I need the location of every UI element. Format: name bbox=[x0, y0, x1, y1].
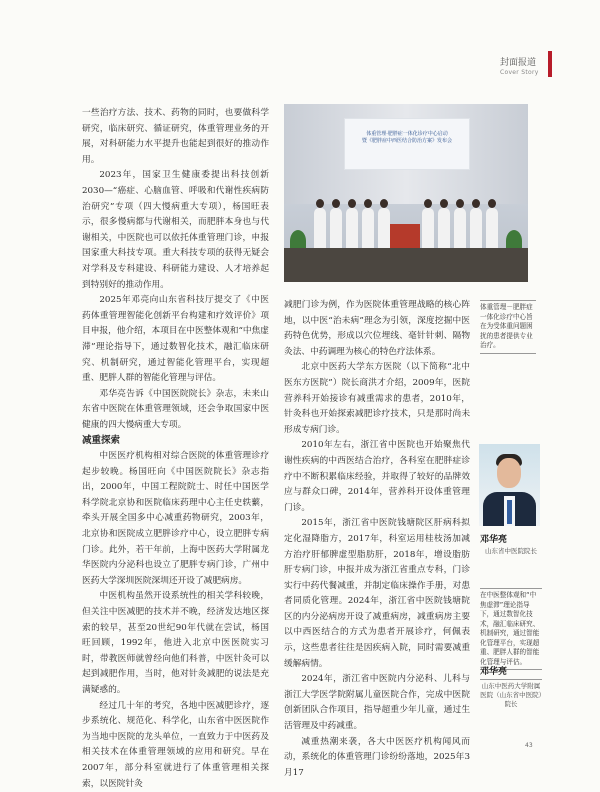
paragraph: 北京中医药大学东方医院（以下简称“北中医东方医院”）院长商洪才介绍，2009年，医院营养科开始接诊有减重需求的患者，2010年，针灸科也开始探索减肥诊疗技术，只是那时尚未形成专病门诊。 bbox=[284, 362, 470, 435]
section-title: 封面报道 bbox=[500, 58, 537, 68]
person-name-block bbox=[480, 532, 542, 556]
quote-caption: 在中医整体观和“中焦虚滞”理论指导下，通过数智化技术，融汇临床研究、机制研究，通过智能化管理平台，实现超重、肥胖人群的智能化管理与评估。 bbox=[480, 588, 542, 670]
photo-table bbox=[284, 248, 528, 282]
person-figure bbox=[314, 208, 326, 252]
photo-podium bbox=[390, 224, 420, 250]
person-figure bbox=[470, 208, 482, 252]
paragraph: 2025年邓亮向山东省科技厅提交了《中医药体重管理智能化创新平台构建和疗效评价》项目申报，他介绍，本项目在中医整体观和“中焦虚滞”理论指导下，通过数智化技术，融汇临床研究、机制研究，通过智能化管理平台，实现超重、肥胖人群的智能化管理与评估。 bbox=[82, 295, 269, 384]
section-header bbox=[500, 58, 539, 78]
text-column-left bbox=[82, 106, 269, 792]
portrait-photo bbox=[479, 444, 540, 526]
person-figure bbox=[454, 208, 466, 252]
person-figure bbox=[346, 208, 358, 252]
page-number: 43 bbox=[525, 742, 533, 749]
person-name-block-bottom bbox=[480, 664, 542, 709]
portrait-head bbox=[497, 458, 521, 488]
person-figure bbox=[378, 208, 390, 252]
person-figure bbox=[362, 208, 374, 252]
text-column-right bbox=[284, 298, 470, 781]
paragraph: 2010年左右，浙江省中医院也开始聚焦代谢性疾病的中西医结合治疗，各科室在肥胖症诊疗中不断积累临床经验，并取得了较好的品牌效应与群众口碑，2014年，营养科开设体重管理门诊。 bbox=[284, 440, 470, 513]
photo-caption: 体重管理－肥胖症一体化诊疗中心旨在为受体重问题困扰的患者提供专业治疗。 bbox=[480, 300, 536, 354]
paragraph: 中医机构虽然开设系统性的相关学科较晚，但关注中医减肥的技术并不晚，经济发达地区探索的较早，甚至20世纪90年代就在尝试，杨国旺回顾，1992年，他进入北京中医医院实习时，带教医师就曾经向他们科普，中医针灸可以起到减肥作用，当时，他对针灸减肥的说法是充满疑惑的。 bbox=[82, 591, 269, 695]
person-name: 邓华亮 bbox=[480, 664, 542, 680]
banner-line: 体重管理·肥胖症一体化诊疗中心启动 bbox=[366, 131, 448, 137]
paragraph: 经过几十年的考究，各地中医减肥诊疗，逐步系统化、规范化、科学化，山东省中医医院作为当地中医院的龙头单位，一直致力于中医药及相关技术在体重管理领域的应用和研究。早在2007年，部分科室就进行了体重管理相关探索，以医院针灸 bbox=[82, 700, 269, 789]
person-figure bbox=[422, 208, 434, 252]
paragraph: 中医医疗机构相对综合医院的体重管理诊疗起步较晚。杨国旺向《中国医院院长》杂志指出，2000年，中国工程院院士、时任中国医学科学院北京协和医院临床药理中心主任史轶蘩，牵头开展全国多中心减重药物研究，2003年，北京协和医院成立肥胖诊疗中心，设立肥胖专病门诊。此外，若干年前，上海中医药大学附属龙华医院内分泌科也设立了肥胖专病门诊，广州中医药大学深圳医院深圳还开设了减肥病房。 bbox=[82, 451, 269, 586]
person-title: 山东省中医院院长 bbox=[485, 547, 537, 555]
person-name: 邓华亮 bbox=[480, 535, 508, 545]
portrait-tie bbox=[507, 500, 512, 524]
section-heading: 减重探索 bbox=[82, 435, 121, 447]
event-photo bbox=[284, 104, 528, 282]
person-figure bbox=[330, 208, 342, 252]
person-figure bbox=[438, 208, 450, 252]
paragraph: 2015年，浙江省中医院钱塘院区肝病科拟定化湿降脂方，2017年，科室运用桂枝汤加减方治疗肝郁脾虚型脂肪肝，2018年，增设脂肪肝专病门诊，申报并成为浙江省重点专科，门诊实行中药代餐减重，并制定临床操作手册，对患者同质化管理。2024年，浙江省中医院钱塘院区的内分泌病房开设了减重病房，减重病房主要以中西医结合的方式为患者开展诊疗，何佩表示，这些患者往往是因疾病入院，同时需要减重缓解病情。 bbox=[284, 518, 470, 669]
paragraph: 一些治疗方法、技术、药物的同时，也要做科学研究，临床研究、循证研究，体重管理业务的开展，对科研能力水平提升也能起到很好的推动作用。 bbox=[82, 108, 269, 165]
paragraph: 2023年，国家卫生健康委提出科技创新2030—“癌症、心脑血管、呼吸和代谢性疾病防治研究”专项（四大慢病重大专项），杨国旺表示，很多慢病都与代谢相关，而肥胖本身也与代谢相关，中医院也可以依托体重管理门诊，申报国家重大科技专项。重大科技专项的获得无疑会对学科及专科建设、科研能力建设、人才培养起到特别好的推动作用。 bbox=[82, 170, 269, 290]
person-figure bbox=[486, 208, 498, 252]
banner-line: 暨《肥胖症中西医结合防治方案》发布会 bbox=[361, 138, 452, 144]
paragraph: 减肥门诊为例，作为医院体重管理战略的核心阵地，以中医“治未病”理念为引领，深度挖掘中医药特色优势，形成以穴位埋线、毫针针刺、隔物灸法、中药调理为核心的特色疗法体系。 bbox=[284, 300, 470, 357]
person-title: 山东中医药大学附属医院（山东省中医院）院长 bbox=[480, 682, 542, 708]
photo-banner bbox=[344, 118, 470, 170]
section-subtitle: Cover Story bbox=[500, 69, 539, 76]
paragraph: 2024年，浙江省中医院内分泌科、儿科与浙江大学医学院附属儿童医院合作，完成中医院创新团队合作项目，指导超重少年儿童，通过生活管理及中药减重。 bbox=[284, 674, 470, 732]
paragraph: 减重热潮来袭，各大中医医疗机构闻风而动，系统化的体重管理门诊纷纷落地，2025年3月17 bbox=[284, 736, 470, 778]
paragraph: 邓华亮告诉《中国医院院长》杂志，未来山东省中医院在体重管理领域，还会争取国家中医健康的四大慢病重大专项。 bbox=[82, 388, 269, 430]
header-accent-bar bbox=[548, 51, 552, 77]
